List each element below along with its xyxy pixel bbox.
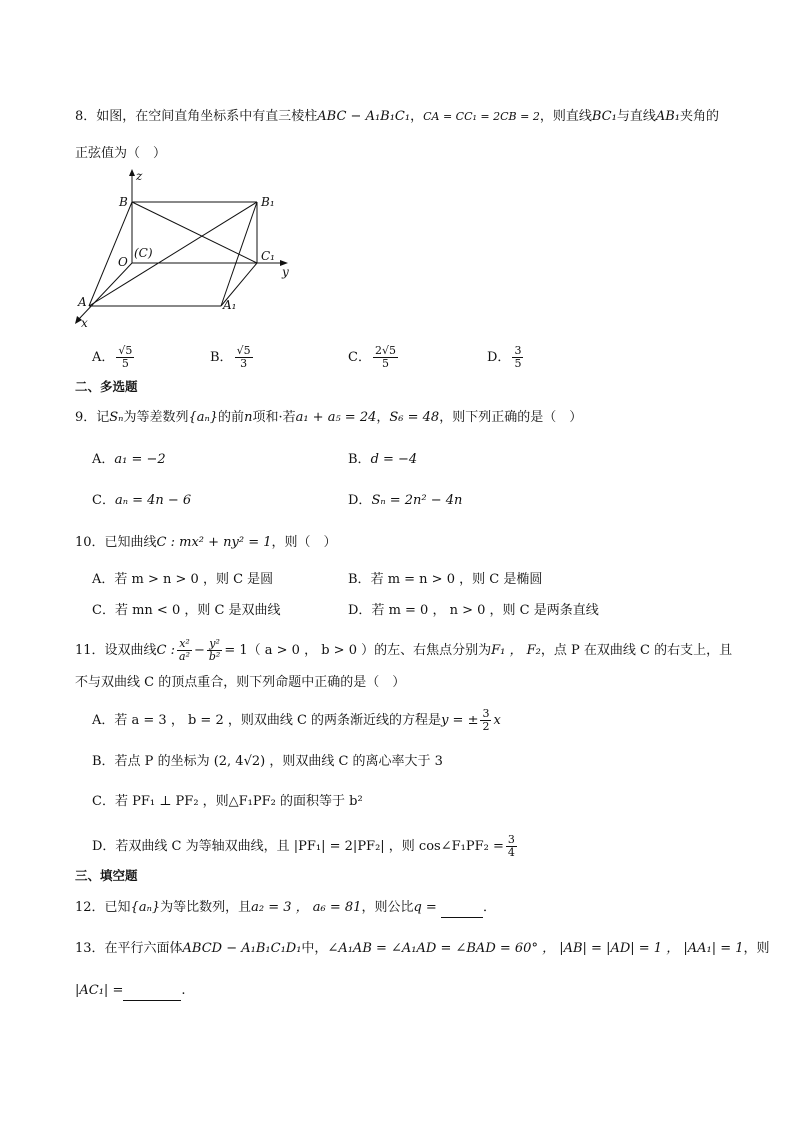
numerator: 2√5: [374, 344, 396, 357]
option-label: A．: [92, 452, 115, 467]
answer-blank[interactable]: [441, 899, 483, 918]
q10-stem: [75, 534, 337, 552]
q10-option-b[interactable]: [348, 571, 542, 589]
q9-text: 项和·若: [252, 410, 296, 425]
q9-n: n: [244, 410, 253, 425]
q9-option-b[interactable]: [348, 451, 417, 469]
q10-text: 10．已知曲线: [75, 535, 157, 550]
numerator: y²: [207, 638, 222, 651]
q8-option-c[interactable]: [348, 345, 400, 370]
expr: y = ±: [441, 713, 479, 728]
denominator: 5: [381, 357, 389, 370]
fraction: [373, 345, 398, 370]
option-expr: Sₙ = 2n² − 4n: [371, 493, 463, 508]
q8-text-d: 夹角的: [679, 109, 719, 124]
q8-text: 8．如图，在空间直角坐标系中有直三棱柱: [75, 109, 318, 124]
label-c: (C): [134, 246, 153, 260]
option-text: 若 m = 0 ， n > 0 ，则 C 是两条直线: [371, 603, 599, 618]
section-heading-fill: 三、填空题: [75, 868, 138, 883]
option-text: A．若 a = 3 ， b = 2 ，则双曲线 C 的两条渐近线的方程是: [92, 713, 442, 728]
q11-text: ，点 P 在双曲线 C 的右支上，且: [540, 643, 733, 658]
q9-stem: [75, 409, 582, 427]
q13-solid: ABCD − A₁B₁C₁D₁: [182, 941, 302, 956]
q11-c: C :: [156, 643, 176, 658]
q13-stem: [75, 940, 770, 958]
q11-text: 11．设双曲线: [75, 643, 157, 658]
option-label: D．: [348, 493, 372, 508]
q8-prism: ABC − A₁B₁C₁: [317, 109, 411, 124]
option-label: C．: [92, 603, 115, 618]
q10-option-a[interactable]: [92, 571, 273, 589]
option-expr: aₙ = 4n − 6: [114, 493, 192, 508]
q8-bc1: BC₁: [591, 109, 617, 124]
q11-option-a[interactable]: [92, 708, 501, 733]
label-b: B: [119, 195, 128, 209]
q11-eq: = 1（ a > 0 ， b > 0 ）的左、右焦点分别为: [224, 643, 492, 658]
q8-ab1: AB₁: [655, 109, 680, 124]
line-ab1: [89, 202, 257, 306]
q12-stem: [75, 899, 496, 918]
q8-text-c: 与直线: [616, 109, 656, 124]
q8-option-b[interactable]: [210, 345, 255, 370]
q8-condition: CA = CC₁ = 2CB = 2: [423, 110, 540, 123]
option-text: 若 mn < 0 ，则 C 是双曲线: [114, 603, 281, 618]
edge-ba: [89, 202, 132, 306]
label-a1: A₁: [223, 298, 237, 312]
label-b1: B₁: [261, 195, 275, 209]
label-y: y: [282, 265, 289, 279]
q11-stem-line1: [75, 638, 732, 663]
q12-q: q =: [413, 900, 437, 915]
q8-option-d[interactable]: [487, 345, 525, 370]
q12-text: ，则公比: [361, 900, 414, 915]
q12-cond: a₂ = 3 ， a₆ = 81: [251, 900, 362, 915]
q13-text: ，则: [743, 941, 770, 956]
numerator: 3: [507, 833, 515, 846]
q8-option-a[interactable]: [92, 345, 136, 370]
q11-option-c[interactable]: C．若 PF₁ ⊥ PF₂ ，则△F₁PF₂ 的面积等于 b²: [92, 794, 363, 809]
q12-seq: {aₙ}: [130, 900, 161, 915]
q12-end: ．: [482, 900, 496, 915]
q11-stem-line2: 不与双曲线 C 的顶点重合，则下列命题中正确的是（ ）: [75, 675, 406, 690]
q11-option-b[interactable]: B．若点 P 的坐标为 (2, 4√2) ，则双曲线 C 的离心率大于 3: [92, 754, 443, 769]
q8-text-b: ，则直线: [539, 109, 592, 124]
option-label: A．: [92, 572, 115, 587]
fraction: [512, 345, 523, 370]
option-label: A．: [92, 350, 115, 365]
q9-text: ，则下列正确的是（ ）: [439, 410, 583, 425]
label-z: z: [136, 169, 143, 183]
q12-text: 12．已知: [75, 900, 131, 915]
answer-blank[interactable]: [123, 982, 181, 1001]
fraction: [506, 834, 517, 859]
option-label: B．: [348, 572, 371, 587]
z-arrow: [129, 169, 135, 176]
denominator: 5: [121, 357, 129, 370]
q12-text: 为等比数列，且: [160, 900, 252, 915]
numerator: 3: [514, 344, 522, 357]
q8-line2: 正弦值为（ ）: [75, 146, 167, 161]
fraction: [177, 638, 192, 663]
option-label: C．: [92, 493, 115, 508]
numerator: √5: [236, 344, 251, 357]
fraction: [116, 345, 134, 370]
label-c1: C₁: [261, 249, 275, 263]
q13-ac1: |AC₁| =: [75, 983, 124, 998]
option-expr: d = −4: [370, 452, 418, 467]
q9-option-c[interactable]: [92, 492, 191, 510]
q9-sep: ，: [376, 410, 390, 425]
q13-end: .: [181, 983, 186, 998]
q13-text: 中，: [301, 941, 328, 956]
label-a: A: [78, 295, 87, 309]
q10-curve: C : mx² + ny² = 1: [156, 535, 272, 550]
q10-text: ，则（ ）: [271, 535, 337, 550]
q8-line1: 8．如图，在空间直角坐标系中有直三棱柱ABC − A₁B₁C₁，CA = CC₁ = 2CB = 2，则直线BC₁与直线AB₁夹角的: [75, 109, 719, 124]
q9-option-a[interactable]: [92, 451, 166, 469]
option-label: D．: [487, 350, 511, 365]
label-o: O: [118, 255, 128, 269]
option-text: 若 m = n > 0 ，则 C 是椭圆: [370, 572, 543, 587]
q11-foci: F₁ ， F₂: [491, 643, 541, 658]
q9-seq: {aₙ}: [188, 410, 219, 425]
q9-cond1: a₁ + a₅ = 24: [295, 410, 377, 425]
minus: −: [193, 643, 205, 658]
numerator: √5: [118, 344, 133, 357]
numerator: 3: [482, 707, 490, 720]
fraction: [480, 708, 491, 733]
denominator: 2: [482, 720, 490, 733]
option-label: C．: [348, 350, 371, 365]
option-text: 若 m > n > 0 ，则 C 是圆: [114, 572, 274, 587]
q13-line2: [75, 982, 185, 1001]
x-axis: [78, 263, 132, 320]
q13-cond: ∠A₁AB = ∠A₁AD = ∠BAD = 60° ， |AB| = |AD| = 1 ， |AA₁| = 1: [327, 941, 744, 956]
q9-text: 的前: [218, 410, 245, 425]
denominator: 3: [240, 357, 248, 370]
option-expr: a₁ = −2: [114, 452, 166, 467]
fraction: [207, 638, 222, 663]
q9-cond2: S₆ = 48: [389, 410, 440, 425]
option-label: B．: [210, 350, 233, 365]
denominator: 5: [514, 357, 522, 370]
denominator: b²: [208, 650, 221, 663]
q13-text: 13．在平行六面体: [75, 941, 183, 956]
option-label: B．: [348, 452, 371, 467]
label-x: x: [81, 316, 88, 330]
q9-text: 为等差数列: [123, 410, 189, 425]
fraction: [235, 345, 253, 370]
denominator: 4: [507, 846, 515, 859]
q10-option-d[interactable]: [348, 602, 599, 620]
expr: x: [493, 713, 501, 728]
section-heading-multi: 二、多选题: [75, 379, 138, 394]
q11-option-d[interactable]: [92, 834, 519, 859]
numerator: x²: [177, 638, 192, 651]
q9-sn: Sₙ: [109, 410, 124, 425]
option-label: D．: [348, 603, 372, 618]
prism-figure: [72, 168, 312, 333]
option-text: D．若双曲线 C 为等轴双曲线，且 |PF₁| = 2|PF₂| ，则 cos∠F₁PF₂ =: [92, 839, 504, 854]
q9-option-d[interactable]: [348, 492, 462, 510]
denominator: a²: [179, 650, 190, 663]
q9-text: 9．记: [75, 410, 110, 425]
q10-option-c[interactable]: [92, 602, 281, 620]
